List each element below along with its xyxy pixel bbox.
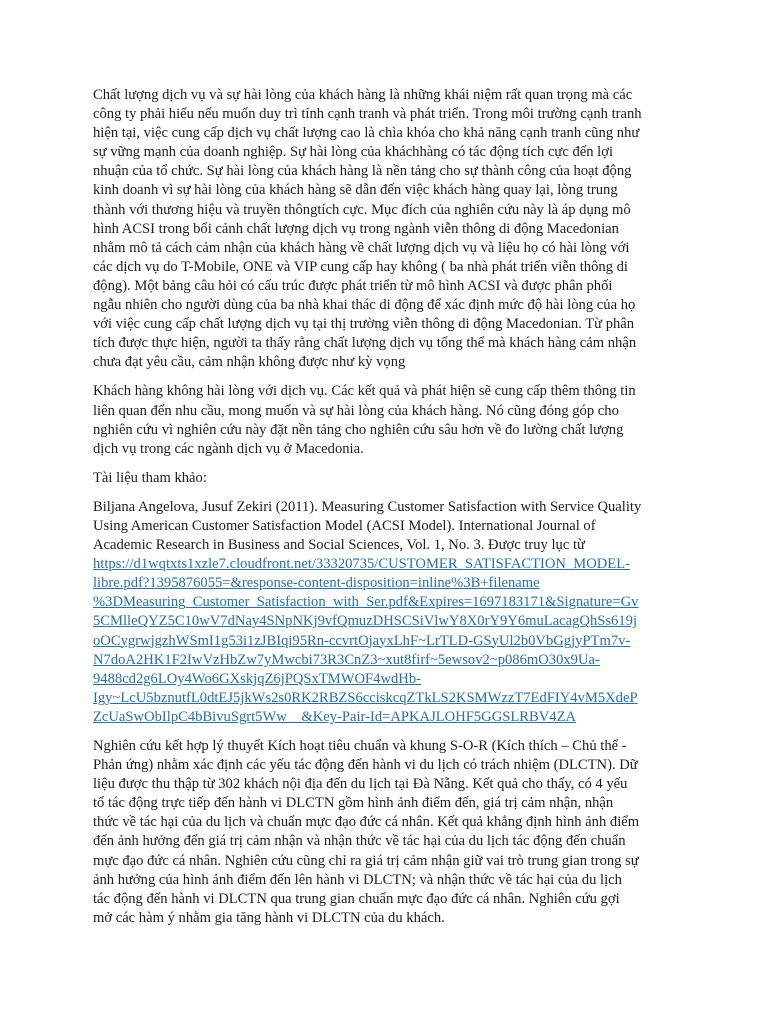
reference-link-line[interactable]: ZcUaSwObIlpC4bBivuSgrt5Ww__&Key-Pair-Id=APKAJLOHF5GGSLRBV4ZA — [93, 708, 577, 725]
text-line: mở các hàm ý nhằm gia tăng hành vi DLCTN của du khách. — [93, 909, 445, 926]
text-line: liệu được thu thập từ 302 khách nội địa đến du lịch tại Đà Nẵng. Kết quả cho thấy, có 4 yếu — [93, 776, 628, 793]
text-line: nghiên cứu vì nghiên cứu này đặt nền tảng cho nghiên cứu sâu hơn về đo lường chất lượng — [93, 421, 624, 438]
reference-link-line[interactable]: oOCygrwjgzhWSmI1g53i1zJBIqi95Rn-ccvrtOjayxLhF~LrTLD-GSyUl2b0VbGgjyPTm7v- — [93, 632, 631, 649]
reference-link[interactable] — [93, 555, 675, 727]
text-line: chưa đạt yêu cầu, cảm nhận không được như kỳ vọng — [93, 354, 406, 371]
reference-link-line[interactable]: 5CMlleQYZ5C10wV7dNay4SNpNKj9vfQmuzDHSCSiVlwY8X0rY9Y6muLacagQhSs619j — [93, 613, 638, 630]
text-line: động). Một bảng câu hỏi có cấu trúc được phát triển từ mô hình ACSI và được phân phối — [93, 277, 613, 294]
reference-text-line: Academic Research in Business and Social Sciences, Vol. 1, No. 3. Được truy lục từ — [93, 537, 585, 554]
text-line: sự vững mạnh của doanh nghiệp. Sự hài lòng của kháchhàng có tác động tích cực đến lợi — [93, 144, 614, 161]
reference-entry — [93, 498, 675, 727]
text-line: ảnh hưởng của hình ảnh điểm đến lên hành vi DLCTN; và nhận thức về tác hại của du lịch — [93, 871, 622, 888]
reference-link-line[interactable]: libre.pdf?1395876055=&response-content-disposition=inline%3B+filename — [93, 575, 540, 592]
intro-paragraph — [93, 86, 675, 372]
text-line: mực đạo đức cá nhân. Nghiên cứu cũng chỉ ra giá trị cảm nhận giữ vai trò trung gian trong sự — [93, 852, 639, 869]
text-line: hình ACSI trong bối cảnh chất lượng dịch vụ trong ngành viễn thông di động Macedonian — [93, 220, 619, 237]
text-line: Nghiên cứu kết hợp lý thuyết Kích hoạt tiêu chuẩn và khung S-O-R (Kích thích – Chủ thể - — [93, 738, 627, 754]
third-paragraph — [93, 737, 675, 928]
text-line: với việc cung cấp chất lượng dịch vụ tại thị trường viễn thông di động Macedonian. Từ phân — [93, 316, 635, 333]
heading-text: Tài liệu tham khảo: — [93, 469, 207, 486]
text-line: dịch vụ trong các ngành dịch vụ ở Macedonia. — [93, 440, 364, 457]
reference-link-line[interactable]: %3DMeasuring_Customer_Satisfaction_with_Ser.pdf&Expires=1697183171&Signature=Gv — [93, 594, 639, 611]
text-line: liên quan đến nhu cầu, mong muốn và sự hài lòng của khách hàng. Nó cũng đóng góp cho — [93, 402, 619, 419]
text-line: các dịch vụ do T-Mobile, ONE và VIP cung cấp hay không ( ba nhà phát triển viễn thông di — [93, 258, 628, 275]
text-line: tích được thực hiện, người ta thấy rằng chất lượng dịch vụ tổng thể mà khách hàng cảm nhận — [93, 335, 637, 352]
reference-link-line[interactable]: https://d1wqtxts1xzle7.cloudfront.net/33320735/CUSTOMER_SATISFACTION_MODEL- — [93, 556, 630, 573]
text-line: công ty phải hiểu nếu muốn duy trì tính cạnh tranh và phát triển. Trong môi trường cạnh tranh — [93, 106, 642, 123]
text-line: ngẫu nhiên cho người dùng của ba nhà khai thác di động để xác định mức độ hài lòng của họ — [93, 297, 636, 314]
text-line: đến ảnh hưởng đến giá trị cảm nhận và nhận thức về tác hại của du lịch tác động đến chuẩn — [93, 833, 626, 850]
document-page — [93, 86, 675, 938]
text-line: Chất lượng dịch vụ và sự hài lòng của khách hàng là những khái niệm rất quan trọng mà các — [93, 87, 633, 103]
text-line: tố tác động trực tiếp đến hành vi DLCTN gồm hình ảnh điểm đến, giá trị cảm nhận, nhận — [93, 795, 614, 812]
reference-link-line[interactable]: 9488cd2g6LOy4Wo6GXskjqZ6jPQSxTMWOF4wdHb- — [93, 670, 421, 687]
text-line: hiện tại, việc cung cấp dịch vụ chất lượng cao là chìa khóa cho khả năng cạnh tranh cũng như — [93, 125, 640, 142]
text-line: tác động đến hành vi DLCTN qua trung gian chuẩn mực đạo đức cá nhân. Nghiên cứu gợi — [93, 890, 620, 907]
reference-link-line[interactable]: Igy~LcU5bznutfL0dtEJ5jkWs2s0RK2RBZS6cciskcqZTkLS2KSMWzzT7EdFIY4vM5XdeP — [93, 689, 638, 706]
reference-link-line[interactable]: N7doA2HK1F2IwVzHbZw7yMwcbi73R3CnZ3~xut8firf~5ewsov2~p086mO30x9Ua- — [93, 651, 600, 668]
text-line: Khách hàng không hài lòng với dịch vụ. Các kết quả và phát hiện sẽ cung cấp thêm thông tin — [93, 383, 636, 400]
reference-text-line: Using American Customer Satisfaction Model (ACSI Model). International Journal of — [93, 517, 596, 534]
text-line: nhằm mô tả cách cảm nhận của khách hàng về chất lượng dịch vụ và liệu họ có hài lòng với — [93, 239, 630, 256]
second-paragraph — [93, 382, 675, 458]
text-line: thành với thương hiệu và truyền thôngtích cực. Mục đích của nghiên cứu này là áp dụng mô — [93, 201, 631, 218]
text-line: kinh doanh vì sự hài lòng của khách hàng sẽ dẫn đến việc khách hàng quay lại, lòng trung — [93, 182, 618, 199]
text-line: thức về tác hại của du lịch và chuẩn mực đạo đức cá nhân. Kết quả khẳng định hình ảnh điểm — [93, 814, 640, 831]
references-heading — [93, 469, 675, 488]
reference-text-line: Biljana Angelova, Jusuf Zekiri (2011). Measuring Customer Satisfaction with Service Quality — [93, 498, 642, 515]
text-line: nhuận của tổ chức. Sự hài lòng của khách hàng là nền tảng cho sự thành công của hoạt động — [93, 163, 632, 180]
text-line: Phản ứng) nhằm xác định các yếu tác động đến hành vi du lịch có trách nhiệm (DLCTN). Dữ — [93, 757, 638, 774]
